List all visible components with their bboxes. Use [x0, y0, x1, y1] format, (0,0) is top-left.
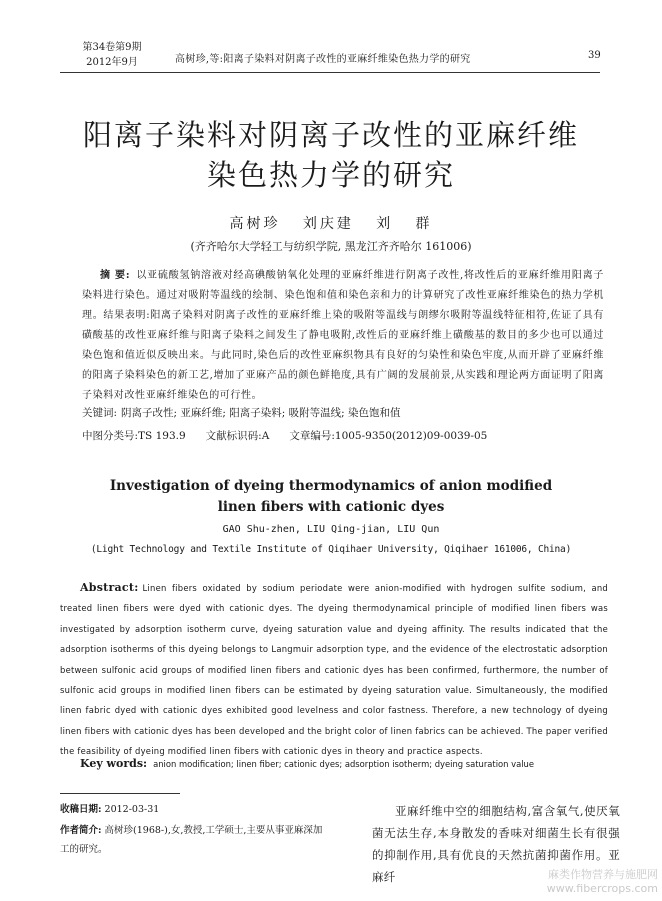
paper-title — [40, 115, 622, 195]
article-id-label: 文章编号: — [289, 430, 335, 442]
author-bio — [60, 821, 330, 859]
received-date-value: 2012-03-31 — [104, 804, 160, 815]
received-date — [60, 801, 159, 815]
header-rule — [60, 72, 600, 73]
abstract-en — [60, 578, 608, 762]
classification-line — [82, 428, 622, 443]
journal-volume: 第34卷第9期 — [82, 42, 142, 53]
watermark-line-1: 麻类作物营养与施肥网 — [548, 868, 658, 881]
paper-title-line-2: 染色热力学的研究 — [206, 158, 455, 192]
keywords-en-text: anion modification; linen fiber; cationic dyes; adsorption isotherm; dyeing saturation value — [153, 759, 534, 769]
watermark-line-2: www.fibercrops.com — [546, 882, 658, 895]
running-title: 高树珍,等:阳离子染料对阴离子改性的亚麻纤维染色热力学的研究 — [175, 54, 471, 65]
clc-label: 中图分类号: — [82, 430, 139, 442]
keywords-zh-label: 关键词: — [82, 407, 118, 419]
paper-title-line-1: 阳离子染料对阴离子改性的亚麻纤维 — [82, 118, 579, 152]
journal-date: 2012年9月 — [86, 57, 138, 68]
body-paragraph: 亚麻纤维中空的细胞结构,富含氧气,使厌氧菌无法生存,本身散发的香味对细菌生长有很强的抑制作用,具有优良的天然抗菌抑菌作用。亚麻纤 — [372, 804, 620, 884]
paper-title-en-line-2: linen fibers with cationic dyes — [217, 499, 445, 515]
keywords-en — [80, 757, 620, 770]
clc-value: TS 193.9 — [138, 430, 186, 442]
received-date-label: 收稿日期: — [60, 804, 102, 815]
author-bio-label: 作者简介: — [60, 825, 102, 836]
abstract-zh-label: 摘 要: — [100, 270, 131, 281]
keywords-en-label: Key words: — [80, 757, 148, 770]
journal-volume-info — [74, 40, 150, 70]
abstract-en-label: Abstract: — [80, 581, 139, 594]
watermark — [547, 868, 658, 896]
doc-code-value: A — [261, 430, 270, 442]
doc-code-label: 文献标识码: — [205, 430, 262, 442]
abstract-zh — [82, 266, 604, 406]
abstract-en-text: Linen fibers oxidated by sodium periodate were anion-modified with hydrogen sulfite sodium, and treated linen fibers were dyed with cationic dyes. The dyeing thermodynamical principle of modified linen fibers was investigated by adsorption isotherm curve, dyeing saturation value and dyeing affinity. The results indicated that the adsorption isotherms of this dyeing belongs to Langmuir adsorption type, and the evidence of the electrostatic adsorption between sulfonic acid groups of modified linen fibers and cationic dyes has been confirmed, furthermore, the number of sulfonic acid groups in modified linen fibers can be estimated by dyeing saturation value. Simultaneously, the modified linen fabric dyed with cationic dyes exhibited good levelness and color fastness. Therefore, a new technology of dyeing linen fibers with cationic dyes has been developed and the bright color of linen fabrics can be achieved. The paper verified the feasibility of dyeing modified linen fibers with cationic dyes in theory and practice aspects. — [60, 583, 608, 757]
affiliation-en: (Light Technology and Textile Institute of Qiqihaer University, Qiqihaer 161006, China) — [90, 544, 572, 555]
author-bio-text: 高树珍(1968-),女,教授,工学硕士,主要从事亚麻深加工的研究。 — [60, 825, 323, 855]
affiliation: (齐齐哈尔大学轻工与纺织学院, 黑龙江齐齐哈尔 161006) — [190, 240, 472, 253]
footnote-rule — [60, 793, 180, 794]
page-number: 39 — [588, 50, 601, 61]
keywords-zh — [82, 405, 604, 420]
article-id-value: 1005-9350(2012)09-0039-05 — [334, 430, 488, 442]
paper-title-en-line-1: Investigation of dyeing thermodynamics of anion modified — [109, 478, 553, 494]
keywords-zh-text: 阴离子改性; 亚麻纤维; 阳离子染料; 吸附等温线; 染色饱和值 — [121, 407, 401, 419]
abstract-zh-text: 以亚硫酸氢钠溶液对经高碘酸钠氧化处理的亚麻纤维进行阴离子改性,将改性后的亚麻纤维用阳离子染料进行染色。通过对吸附等温线的绘制、染色饱和值和染色亲和力的计算研究了改性亚麻纤维染色的热力学机理。结果表明:阳离子染料对阴离子改性的亚麻纤维上染的吸附等温线与朗缪尔吸附等温线特征相符,佐证了具有磺酸基的改性亚麻纤维与阳离子染料之间发生了静电吸附,改性后的亚麻纤维上磺酸基的数目的多少也可以通过染色饱和值近似反映出来。与此同时,染色后的改性亚麻织物具有良好的匀染性和染色牢度,从而开辟了亚麻纤维的阳离子染料染色的新工艺,增加了亚麻产品的颜色鲜艳度,具有广阔的发展前景,从实践和理论两方面证明了阳离子染料对改性亚麻纤维染色的可行性。 — [82, 270, 604, 401]
authors: 高树珍 刘庆建 刘 群 — [229, 216, 433, 232]
paper-title-en — [40, 476, 622, 518]
authors-en: GAO Shu-zhen, LIU Qing-jian, LIU Qun — [222, 524, 440, 535]
